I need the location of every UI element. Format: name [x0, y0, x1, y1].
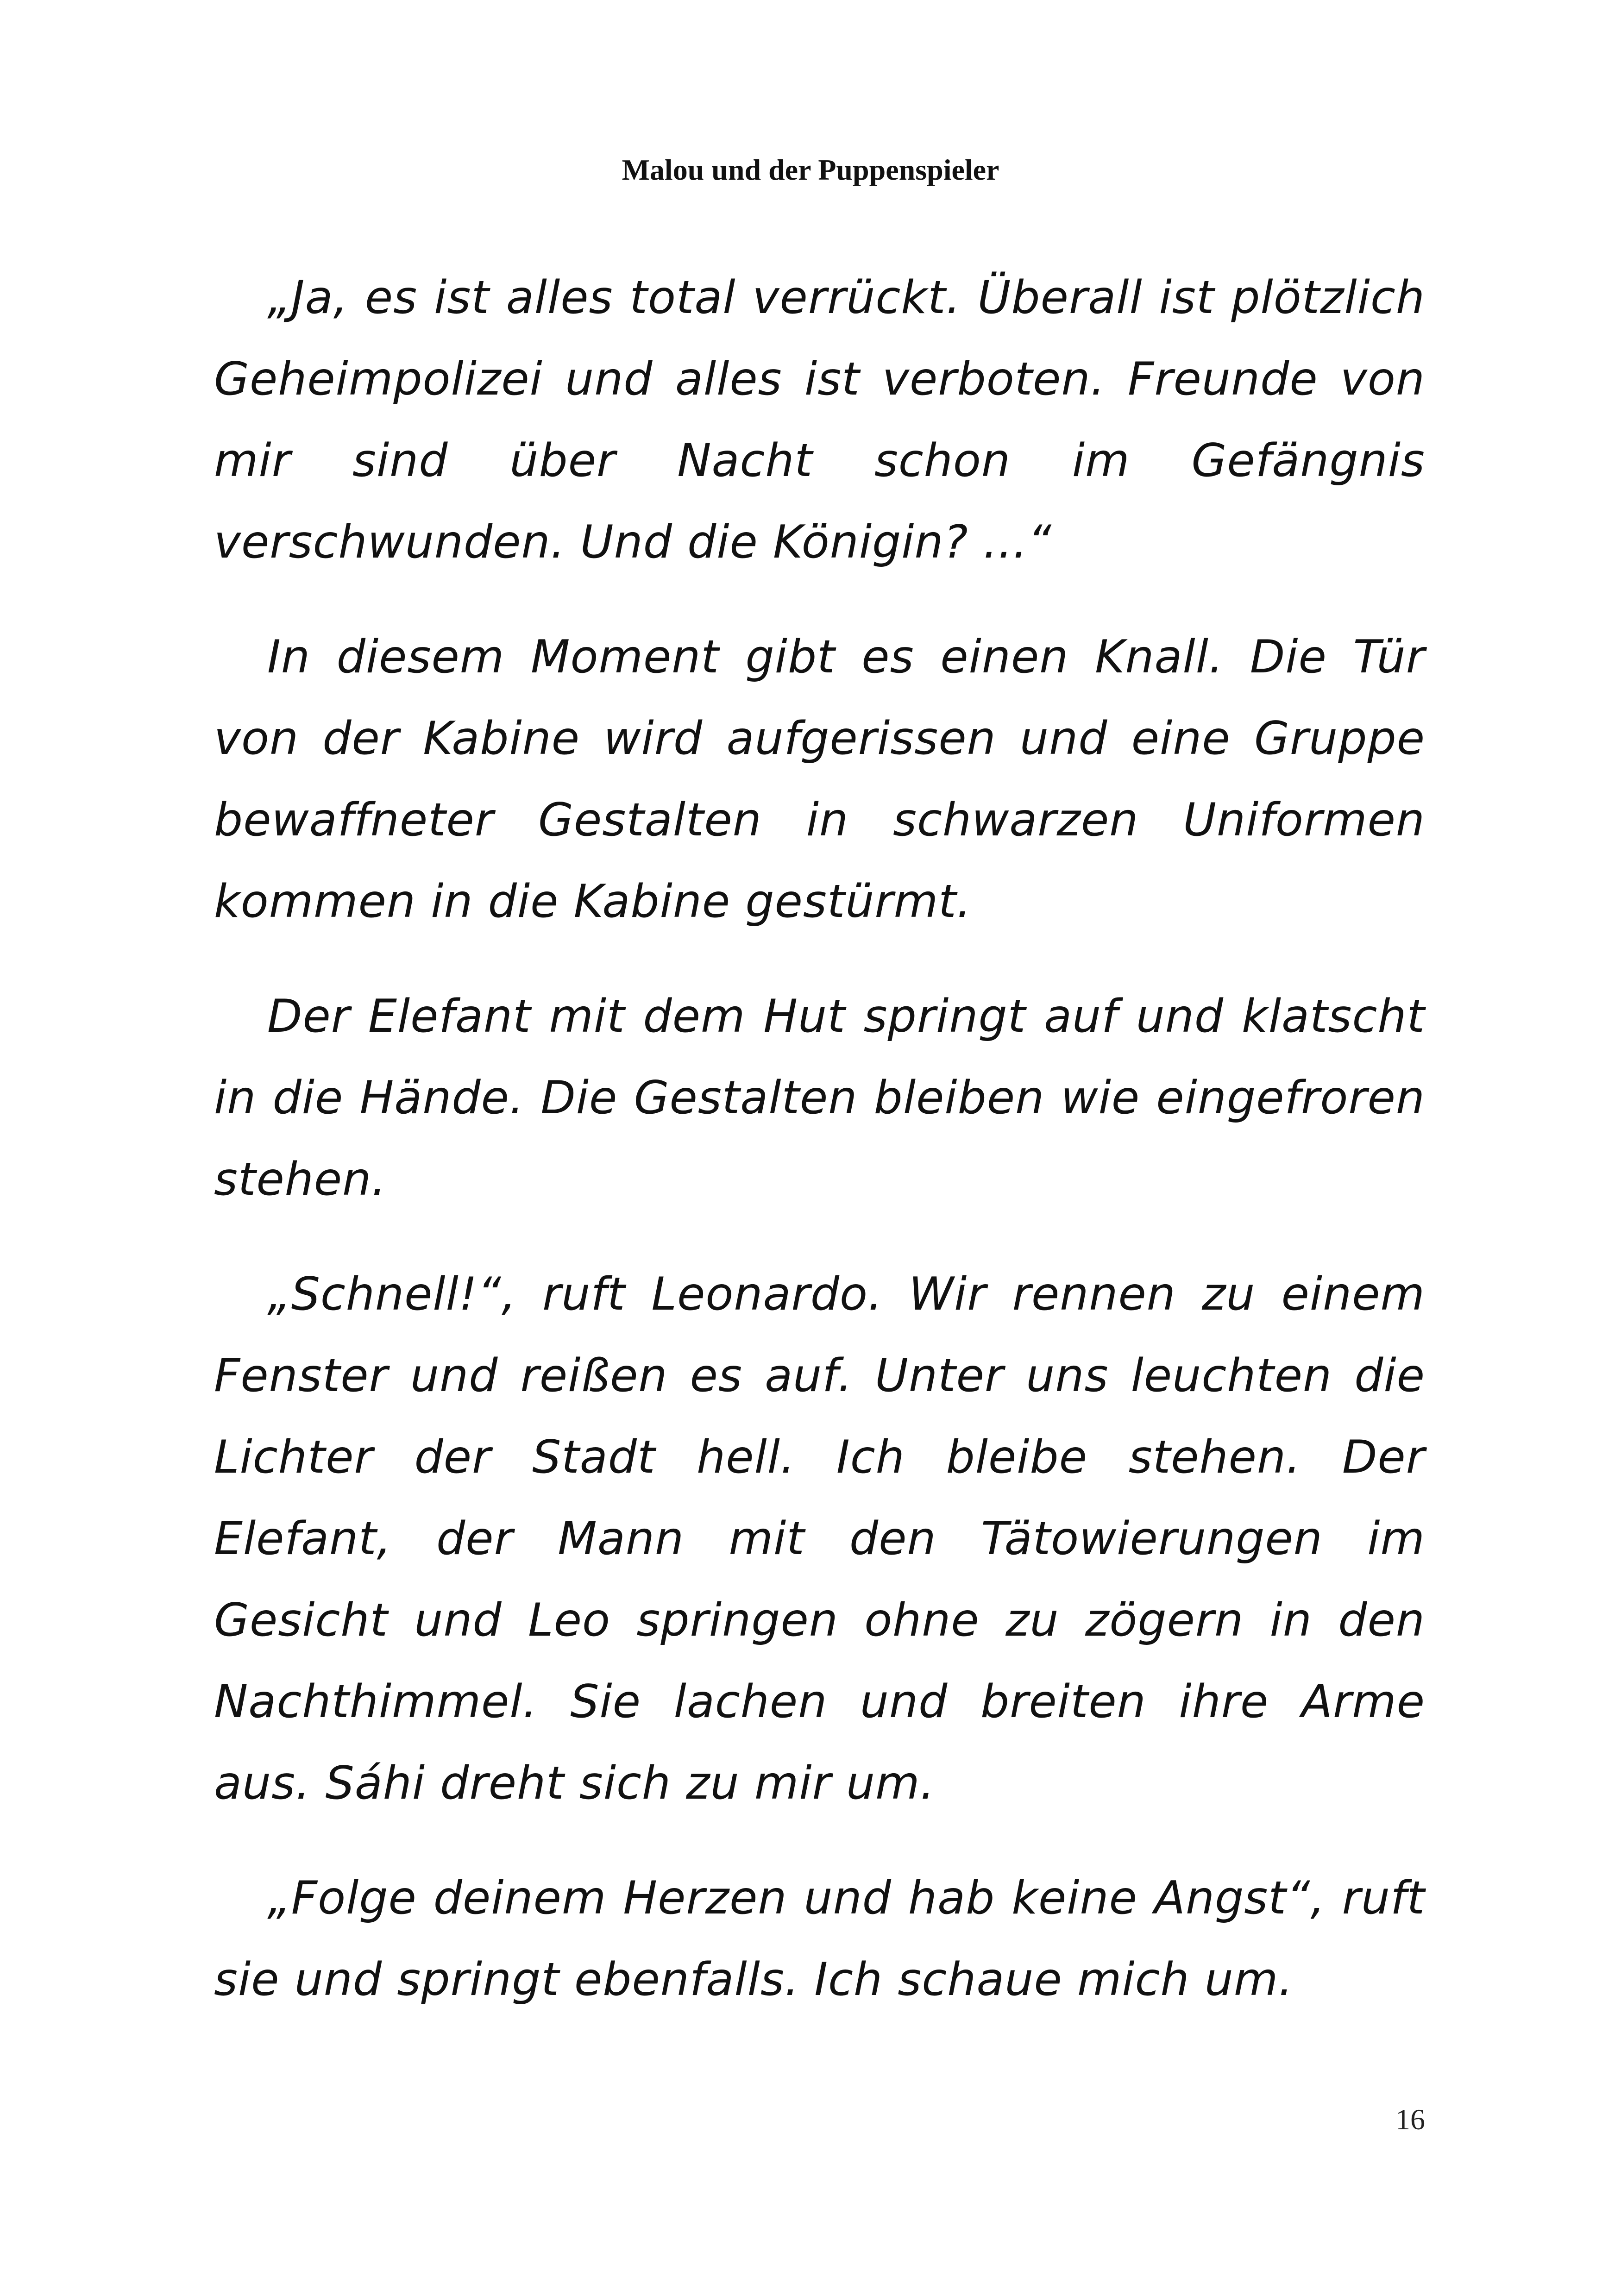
- paragraph-2: In diesem Moment gibt es einen Knall. Die Tür von der Kabine wird aufgerissen und eine Gruppe bewaffneter Gestalten in schwarzen Uniformen kommen in die Kabine gestürmt.: [214, 631, 1425, 928]
- paragraph-5: „Folge deinem Herzen und hab keine Angst“, ruft sie und springt ebenfalls. Ich schaue mich um.: [214, 1872, 1425, 2006]
- page-number: 16: [1395, 2103, 1425, 2136]
- body-text: [214, 257, 1425, 2054]
- paragraph-1: „Ja, es ist alles total verrückt. Überall ist plötzlich Geheimpolizei und alles ist verboten. Freunde von mir sind über Nacht schon im Gefängnis verschwunden. Und die Königin? ...“: [214, 271, 1425, 569]
- running-title: Malou und der Puppenspieler: [622, 153, 999, 186]
- paragraph-3: Der Elefant mit dem Hut springt auf und klatscht in die Hände. Die Gestalten bleiben wie eingefroren stehen.: [214, 990, 1425, 1206]
- paragraph-4: „Schnell!“, ruft Leonardo. Wir rennen zu einem Fenster und reißen es auf. Unter uns leuchten die Lichter der Stadt hell. Ich bleibe stehen. Der Elefant, der Mann mit den Tätowierungen im Gesicht und Leo springen ohne zu zögern in den Nachthimmel. Sie lachen und breiten ihre Arme aus. Sáhi dreht sich zu mir um.: [214, 1268, 1425, 1810]
